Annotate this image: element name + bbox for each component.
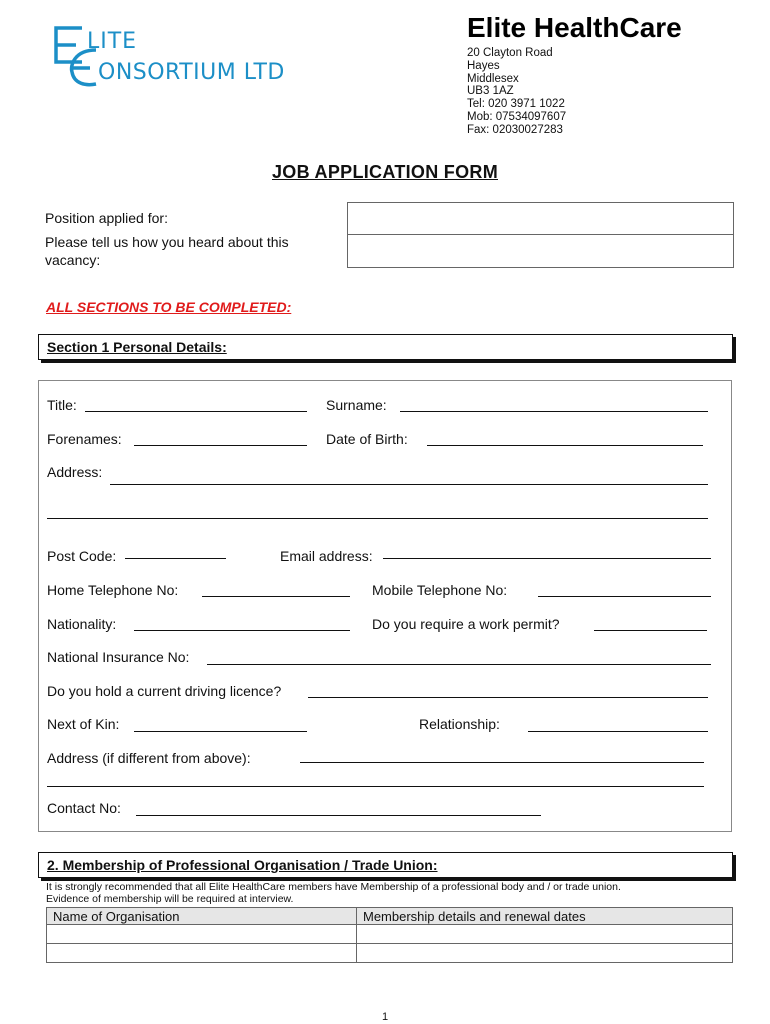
table-cell[interactable] [47, 925, 357, 944]
kin-label: Next of Kin: [47, 716, 120, 732]
relationship-field[interactable] [528, 731, 708, 732]
table-cell[interactable] [357, 944, 733, 963]
home-tel-field[interactable] [202, 596, 350, 597]
membership-table [46, 907, 733, 963]
address-line: Middlesex [467, 72, 519, 85]
contact-label: Contact No: [47, 800, 121, 816]
section2-header: 2. Membership of Professional Organisation / Trade Union: [38, 852, 733, 878]
mobile-tel-label: Mobile Telephone No: [372, 582, 508, 598]
kin-field[interactable] [134, 731, 307, 732]
address-line: Mob: 07534097607 [467, 110, 567, 123]
address-line: Fax: 02030027283 [467, 123, 563, 136]
home-tel-label: Home Telephone No: [47, 582, 179, 598]
position-input[interactable] [348, 203, 733, 235]
column-header: Membership details and renewal dates [357, 908, 733, 925]
address-field-1[interactable] [110, 484, 708, 485]
relationship-label: Relationship: [419, 716, 500, 732]
title-field[interactable] [85, 411, 307, 412]
page-number: 1 [381, 1011, 389, 1023]
dob-field[interactable] [427, 445, 703, 446]
surname-field[interactable] [400, 411, 708, 412]
table-cell[interactable] [357, 925, 733, 944]
alt-address-label: Address (if different from above): [47, 750, 251, 766]
work-permit-label: Do you require a work permit? [372, 616, 560, 632]
company-header [467, 12, 757, 137]
postcode-field[interactable] [125, 558, 226, 559]
title-label: Title: [47, 397, 77, 413]
ni-field[interactable] [207, 664, 711, 665]
address-line: UB3 1AZ [467, 85, 514, 98]
vacancy-source-input[interactable] [348, 235, 733, 267]
surname-label: Surname: [326, 397, 387, 413]
alt-address-field-1[interactable] [300, 762, 704, 763]
table-header-row [47, 908, 733, 925]
logo-text-consortium: ONSORTIUM LTD [98, 60, 285, 85]
nationality-label: Nationality: [47, 616, 117, 632]
address-field-2[interactable] [47, 518, 708, 519]
vacancy-label-1: Please tell us how you heard about this [45, 234, 289, 250]
forenames-label: Forenames: [47, 431, 122, 447]
form-title: JOB APPLICATION FORM [272, 162, 498, 182]
section2-note-line: It is strongly recommended that all Elite HealthCare members have Membership of a professional body and / or trade union. [46, 881, 621, 893]
section2-note [46, 881, 736, 905]
address-line: Hayes [467, 59, 500, 72]
alt-address-field-2[interactable] [47, 786, 704, 787]
work-permit-field[interactable] [594, 630, 707, 631]
table-row [47, 925, 733, 944]
email-label: Email address: [280, 548, 373, 564]
address-label: Address: [47, 464, 103, 480]
dob-label: Date of Birth: [326, 431, 408, 447]
mobile-tel-field[interactable] [538, 596, 711, 597]
section2-note-line: Evidence of membership will be required at interview. [46, 893, 294, 905]
forenames-field[interactable] [134, 445, 307, 446]
column-header: Name of Organisation [47, 908, 357, 925]
table-row [47, 944, 733, 963]
section1-header: Section 1 Personal Details: [38, 334, 733, 360]
driving-label: Do you hold a current driving licence? [47, 683, 282, 699]
company-name: Elite HealthCare [467, 12, 682, 43]
table-cell[interactable] [47, 944, 357, 963]
nationality-field[interactable] [134, 630, 350, 631]
email-field[interactable] [383, 558, 711, 559]
company-address [467, 47, 757, 137]
ni-label: National Insurance No: [47, 649, 190, 665]
postcode-label: Post Code: [47, 548, 117, 564]
address-line: Tel: 020 3971 1022 [467, 98, 565, 111]
logo-text-lite: LITE [87, 29, 138, 54]
address-line: 20 Clayton Road [467, 47, 553, 59]
logo [52, 22, 352, 92]
vacancy-label-2: vacancy: [45, 252, 101, 268]
position-label: Position applied for: [45, 210, 168, 226]
top-fields-box [347, 202, 734, 268]
driving-field[interactable] [308, 697, 708, 698]
contact-field[interactable] [136, 815, 541, 816]
all-sections-note: ALL SECTIONS TO BE COMPLETED: [46, 299, 292, 315]
